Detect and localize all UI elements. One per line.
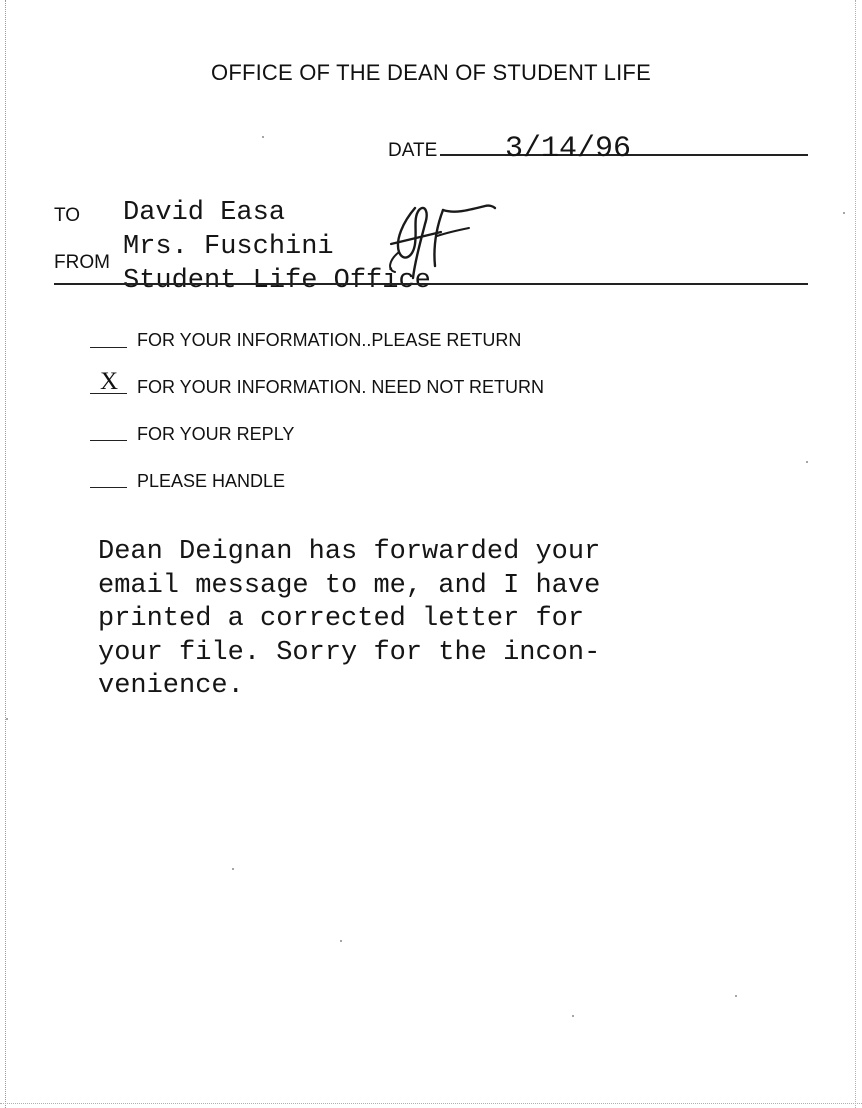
- option-info-please-return: FOR YOUR INFORMATION..PLEASE RETURN: [137, 330, 522, 350]
- scan-speck: [806, 461, 808, 463]
- signature-initials-icon: [385, 200, 500, 282]
- office-title: OFFICE OF THE DEAN OF STUDENT LIFE: [211, 60, 651, 85]
- scan-speck: [340, 940, 342, 942]
- message-line: your file. Sorry for the incon-: [98, 637, 601, 668]
- page-left-edge: [5, 0, 6, 1108]
- option-line-handle: [90, 487, 127, 488]
- date-label: DATE: [388, 140, 438, 161]
- from-label: FROM: [54, 252, 110, 273]
- option-info-need-not-return: FOR YOUR INFORMATION. NEED NOT RETURN: [137, 377, 545, 397]
- scan-speck: [843, 212, 845, 214]
- message-line: email message to me, and I have: [98, 570, 601, 601]
- option-line-info-return: [90, 347, 127, 348]
- scan-speck: [735, 995, 737, 997]
- from-department: Student Life Office: [123, 266, 431, 296]
- message-line: Dean Deignan has forwarded your: [98, 537, 601, 567]
- message-line: venience.: [98, 671, 244, 701]
- scan-speck: [572, 1015, 574, 1017]
- date-value: 3/14/96: [505, 132, 632, 166]
- from-value: Mrs. Fuschini: [123, 232, 334, 262]
- scan-speck: [262, 136, 264, 138]
- page-bottom-edge: [0, 1103, 862, 1104]
- option-line-reply: [90, 440, 127, 441]
- to-value: David Easa: [123, 198, 286, 228]
- option-check-mark: X: [100, 368, 119, 395]
- message-body: [98, 536, 738, 704]
- option-for-your-reply: FOR YOUR REPLY: [137, 424, 295, 444]
- message-line: printed a corrected letter for: [98, 604, 585, 634]
- to-label: TO: [54, 205, 81, 226]
- page-right-edge: [855, 0, 856, 1108]
- scan-speck: [6, 718, 8, 720]
- option-please-handle: PLEASE HANDLE: [137, 471, 286, 491]
- scan-speck: [232, 868, 234, 870]
- from-rule: [54, 283, 808, 285]
